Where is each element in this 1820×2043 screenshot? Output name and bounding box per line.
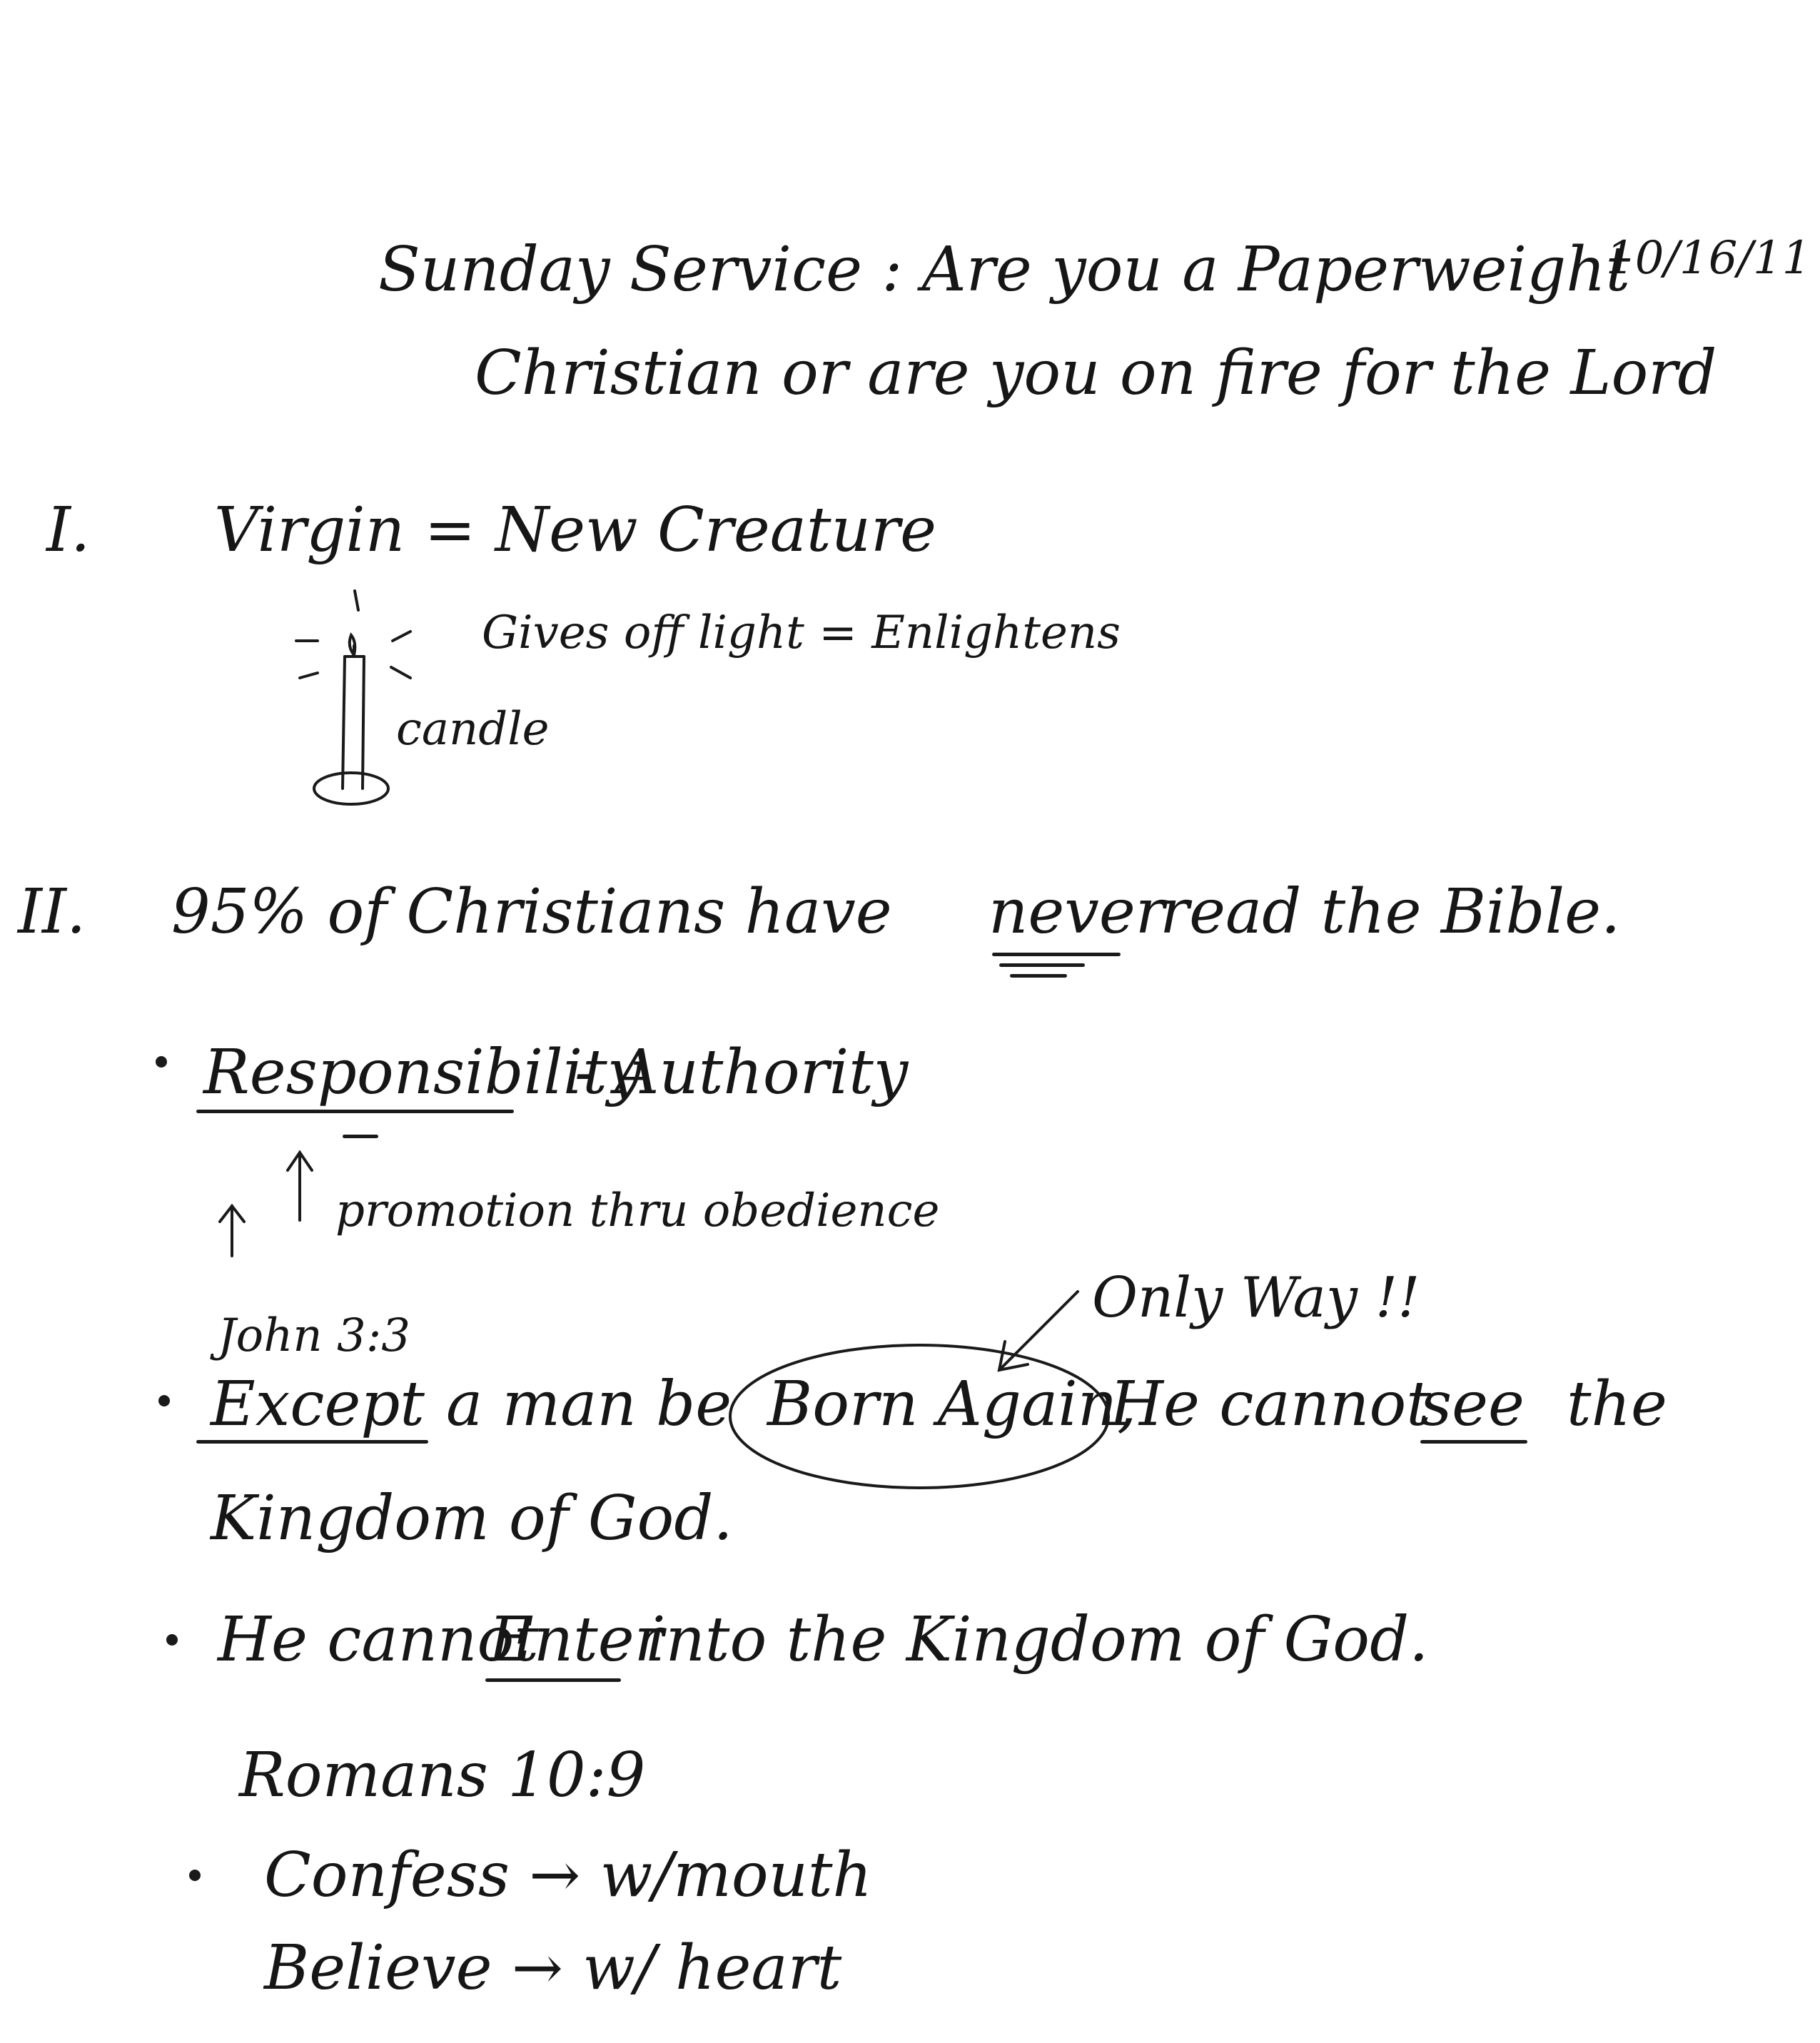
promotion-note: promotion thru obedience bbox=[335, 1185, 940, 1237]
title-line-1: Sunday Service : Are you a Paperweight bbox=[378, 234, 1631, 305]
light-note: Gives off light = Enlightens bbox=[482, 607, 1121, 659]
bullet-a-man-be: a man be bbox=[446, 1369, 732, 1440]
born-again-circle bbox=[730, 1345, 1108, 1488]
bullet-see: see bbox=[1420, 1369, 1525, 1440]
candle-label: candle bbox=[396, 703, 550, 756]
bullet-he-cannot: He cannot bbox=[1110, 1369, 1431, 1440]
verse-john: John 3:3 bbox=[218, 1309, 410, 1362]
statement-suffix: read the Bible. bbox=[1160, 876, 1621, 948]
bullet-the: the bbox=[1567, 1369, 1667, 1440]
verse-romans: Romans 10:9 bbox=[239, 1740, 646, 1811]
bullet-enter: Enter bbox=[489, 1604, 664, 1676]
date: 10/16/11 bbox=[1606, 232, 1811, 285]
statement-never: never bbox=[989, 876, 1165, 948]
arrow-icon bbox=[999, 1292, 1078, 1370]
confess-line: Confess → w/mouth bbox=[264, 1840, 872, 1911]
section-2-numeral: II. bbox=[18, 876, 86, 948]
only-way-note: Only Way !! bbox=[1092, 1266, 1420, 1330]
bullet-except: Except bbox=[211, 1369, 425, 1440]
bullet-cannot-enter-start: He cannot bbox=[218, 1604, 539, 1676]
statement-prefix: 95% of Christians have bbox=[171, 876, 892, 948]
bullet-cannot-enter-end: into the Kingdom of God. bbox=[646, 1604, 1429, 1676]
kingdom-line: Kingdom of God. bbox=[211, 1483, 733, 1554]
believe-line: Believe → w/ heart bbox=[264, 1932, 842, 2004]
bullet-authority: - Authority bbox=[575, 1037, 909, 1108]
candle-icon bbox=[296, 591, 410, 804]
section-1-heading: Virgin = New Creature bbox=[214, 495, 937, 566]
section-1-numeral: I. bbox=[46, 495, 91, 566]
up-arrow-icon bbox=[220, 1152, 312, 1256]
title-line-2: Christian or are you on fire for the Lord bbox=[475, 338, 1717, 409]
bullet-responsibility: Responsibility bbox=[203, 1037, 642, 1108]
born-again: Born Again, bbox=[767, 1369, 1137, 1440]
